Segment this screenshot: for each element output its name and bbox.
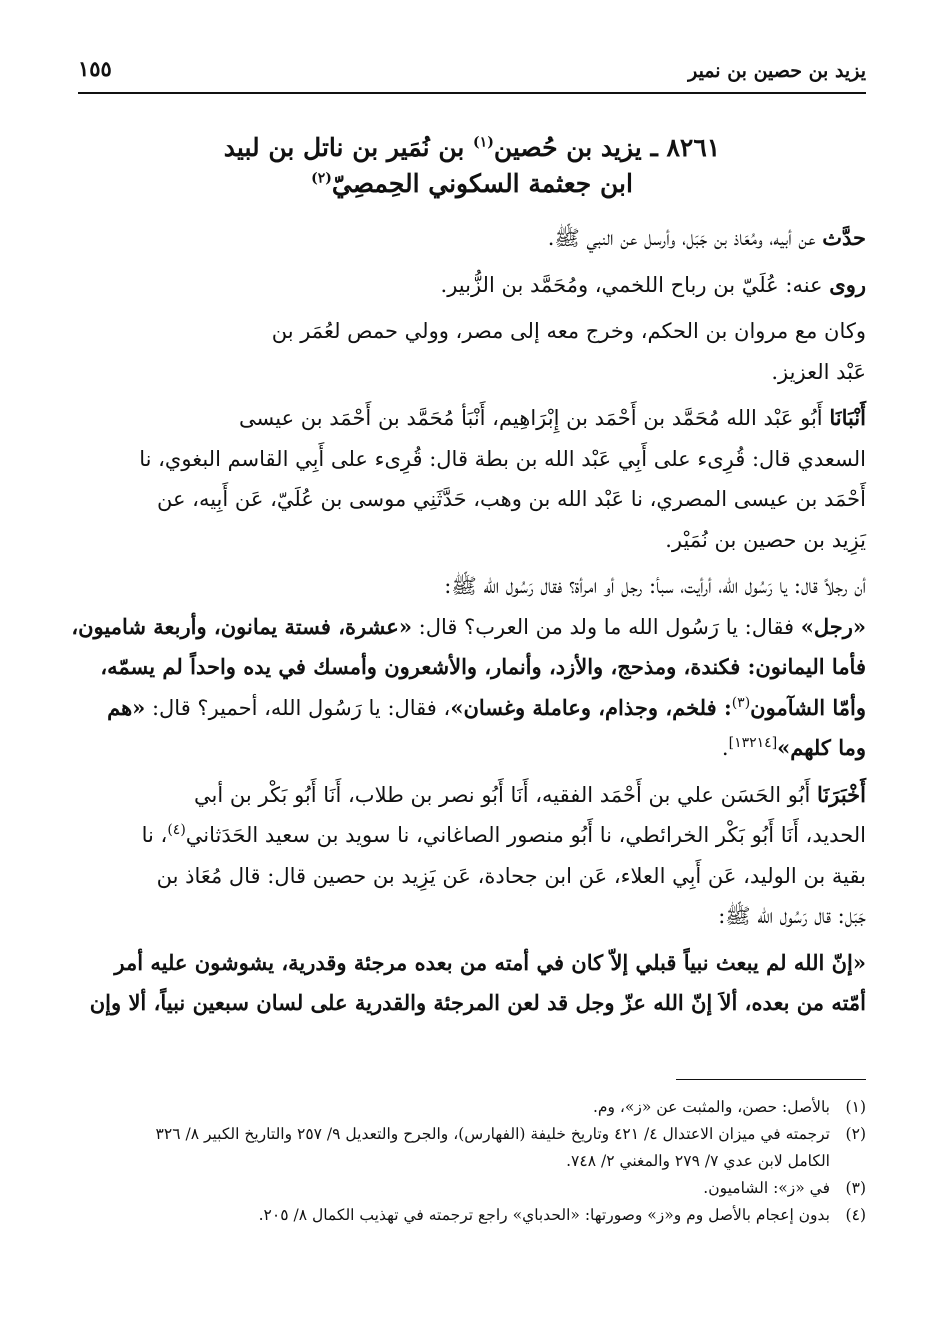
footnote-ref-4: (٤): [167, 822, 186, 838]
entry-title-line-2: ابن جعثمة السكوني الحِمصِيّ$^{(٢)}$: [311, 169, 633, 198]
footnote-ref-1: (١): [473, 134, 494, 151]
paragraph-narrators: روى عنه: عُلَيّ بن رباح اللخمي، ومُحَمَّد بن الزُّبير.: [440, 271, 866, 297]
paragraph-hadith-2: «إنّ الله لم يبعث نبياً قبلي إلاّ كان في أمته من بعده مرجئة وقدرية، يشوشون عليه أمر أمّته من بعده، ألاَ إنّ الله عزّ وجل قد لعن المرجئة والقدرية على لسان سبعين نبياً، ألا وإن: [89, 949, 866, 1015]
footnote-ref-2: (٢): [311, 170, 332, 187]
footnote-ref-3: (٣): [731, 694, 751, 711]
paragraph-biography: وكان مع مروان بن الحكم، وخرج معه إلى مصر، وولي حمص لعُمَر بن عَبْد العزيز.: [271, 319, 866, 384]
footnote-2: (٢)ترجمته في ميزان الاعتدال ٤/ ٤٢١ وتاريخ خليفة (الفهارس)، والجرح والتعديل ٩/ ٢٥٧ والتاريخ الكبير ٨/ ٣٢٦: [155, 1125, 866, 1143]
page-number: ١٥٥: [78, 56, 112, 81]
footnote-4: (٤)بدون إعجام بالأصل وم و«ز» وصورتها: «الحدباي» راجع ترجمته في تهذيب الكمال ٨/ ٢٠٥.: [258, 1206, 866, 1224]
paragraph-isnad-1: أَنْبَانَا أَبُو عَبْد الله مُحَمَّد بن أَحْمَد بن إِبْرَاهِيم، أَنْبَأ مُحَمَّد بن أَحْمَد بن عيسى السعدي قال: قُرِىء على أَبِي عَبْد الله بن بطة قال: قُرِىء على أَبِي القاسم البغوي، نا أَحْمَد بن عيسى المصري، نا عَبْد الله بن وهب، حَدَّثَنِي موسى بن عُلَيّ، عَن أَبِيه، عن يَزِيد بن حصين بن نُمَيْر.: [139, 405, 866, 552]
paragraph-hadith-1: أن رجلاً قال: يا رَسُول الله، أرأيت، سبأ: رجل أو امرأة؟ فقال رَسُول الله ﷺ: «رجل» فقال: يا رَسُول الله ما ولد من العرب؟ قال: «عشرة، فستة يمانون، وأربعة شاميون، فأما اليمانون: فكندة، ومذحج، والأزد، وأنمار، والأشعرون وأمسك في يده واحداً لم يسمّه، وأمّا الشآمون$^{(٣)}$: فلخم، وجذام، وعاملة وغسان»، فقال: يا رَسُول الله، أحمير؟ قال: «هم وما كلهم»[١٣٢١٤].: [71, 574, 866, 760]
footnote-1: (١)بالأصل: حصن، والمثبت عن «ز»، وم.: [592, 1098, 866, 1116]
paragraph-narration: حدَّث عن أبيه، ومُعَاذ بن جَبَل، وأرسل عن النبي ﷺ.: [547, 225, 866, 250]
paragraph-lead: حدَّث: [822, 225, 866, 250]
paragraph-lead: روى: [829, 271, 866, 297]
paragraph-isnad-2: أَخْبَرَنَا أَبُو الحَسَن علي بن أَحْمَد الفقيه، أَنَا أَبُو نصر بن طلاب، أَنَا أَبُو بَكْر بن أبي الحديد، أَنَا أَبُو بَكْر الخرائطي، نا أَبُو منصور الصاغاني، نا سويد بن سعيد الحَدَثاني$^{(٤)}$، نا بقية بن الوليد، عَن أَبِي العلاء، عَن ابن جحادة، عَن يَزِيد بن حصين قال: قال مُعَاذ بن جَبَل: قال رَسُول الله ﷺ:: [141, 781, 866, 928]
body-text: [71, 218, 866, 1030]
running-title: يزيد بن حصين بن نمير: [688, 60, 866, 82]
footnote-2-continuation: الكامل لابن عدي ٧/ ٢٧٩ والمغني ٢/ ٧٤٨.: [566, 1152, 830, 1170]
footnote-rule: [676, 1079, 866, 1080]
entry-title-line-1: ٨٢٦١ ـ يزيد بن حُصين$^{(١)}$ بن نُمَير بن ناتل بن لبيد: [223, 133, 721, 162]
entry-title: [78, 130, 866, 202]
header-rule: [78, 92, 866, 94]
hadith-number: [١٣٢١٤]: [728, 735, 778, 751]
paragraph-lead: أَنْبَانَا: [829, 405, 866, 430]
footnotes: [78, 1094, 866, 1229]
paragraph-lead: أَخْبَرَنَا: [817, 781, 866, 807]
footnote-3: (٣)في «ز»: الشاميون.: [703, 1179, 866, 1197]
